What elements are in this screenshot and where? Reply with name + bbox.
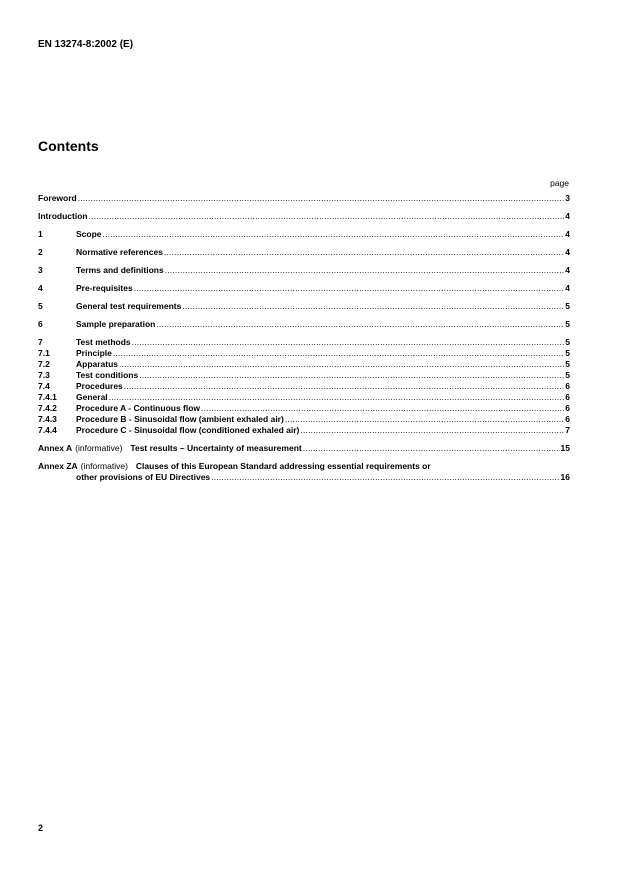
toc-entry-introduction[interactable]: Introduction ..... 4	[38, 211, 570, 222]
toc-entry-foreword[interactable]: Foreword ..... 3	[38, 193, 570, 204]
page-column-label: page	[550, 178, 569, 188]
toc-entry-procedure-a[interactable]: 7.4.2 Procedure A - Continuous flow ..... 6	[38, 403, 570, 414]
toc-entry-general-test-requirements[interactable]: 5 General test requirements ..... 5	[38, 301, 570, 312]
toc-entry-procedure-b[interactable]: 7.4.3 Procedure B - Sinusoidal flow (ambient exhaled air) ..... 6	[38, 414, 570, 425]
toc-entry-terms-definitions[interactable]: 3 Terms and definitions ..... 4	[38, 265, 570, 276]
toc-entry-procedure-c[interactable]: 7.4.4 Procedure C - Sinusoidal flow (conditioned exhaled air) ..... 7	[38, 425, 570, 436]
toc-entry-principle[interactable]: 7.1 Principle ..... 5	[38, 348, 570, 359]
page-number: 2	[38, 823, 44, 833]
toc-entry-test-methods[interactable]: 7 Test methods ..... 5	[38, 337, 570, 348]
toc-entry-procedures[interactable]: 7.4 Procedures ..... 6	[38, 381, 570, 392]
toc-entry-annex-za-cont[interactable]: other provisions of EU Directives ..... 16	[38, 472, 570, 483]
contents-title: Contents	[38, 138, 99, 154]
toc-entry-sample-preparation[interactable]: 6 Sample preparation ..... 5	[38, 319, 570, 330]
table-of-contents	[38, 193, 570, 483]
toc-entry-scope[interactable]: 1 Scope ..... 4	[38, 229, 570, 240]
toc-entry-pre-requisites[interactable]: 4 Pre-requisites ..... 4	[38, 283, 570, 294]
toc-entry-normative-references[interactable]: 2 Normative references ..... 4	[38, 247, 570, 258]
standard-id: EN 13274-8:2002 (E)	[38, 39, 134, 50]
toc-entry-apparatus[interactable]: 7.2 Apparatus ..... 5	[38, 359, 570, 370]
toc-entry-general[interactable]: 7.4.1 General ..... 6	[38, 392, 570, 403]
toc-entry-annex-za[interactable]: Annex ZA (informative) Clauses of this European Standard addressing essential requirements or	[38, 461, 431, 471]
toc-entry-test-conditions[interactable]: 7.3 Test conditions ..... 5	[38, 370, 570, 381]
toc-entry-annex-a[interactable]: Annex A (informative) Test results – Uncertainty of measurement ..... 15	[38, 443, 570, 454]
